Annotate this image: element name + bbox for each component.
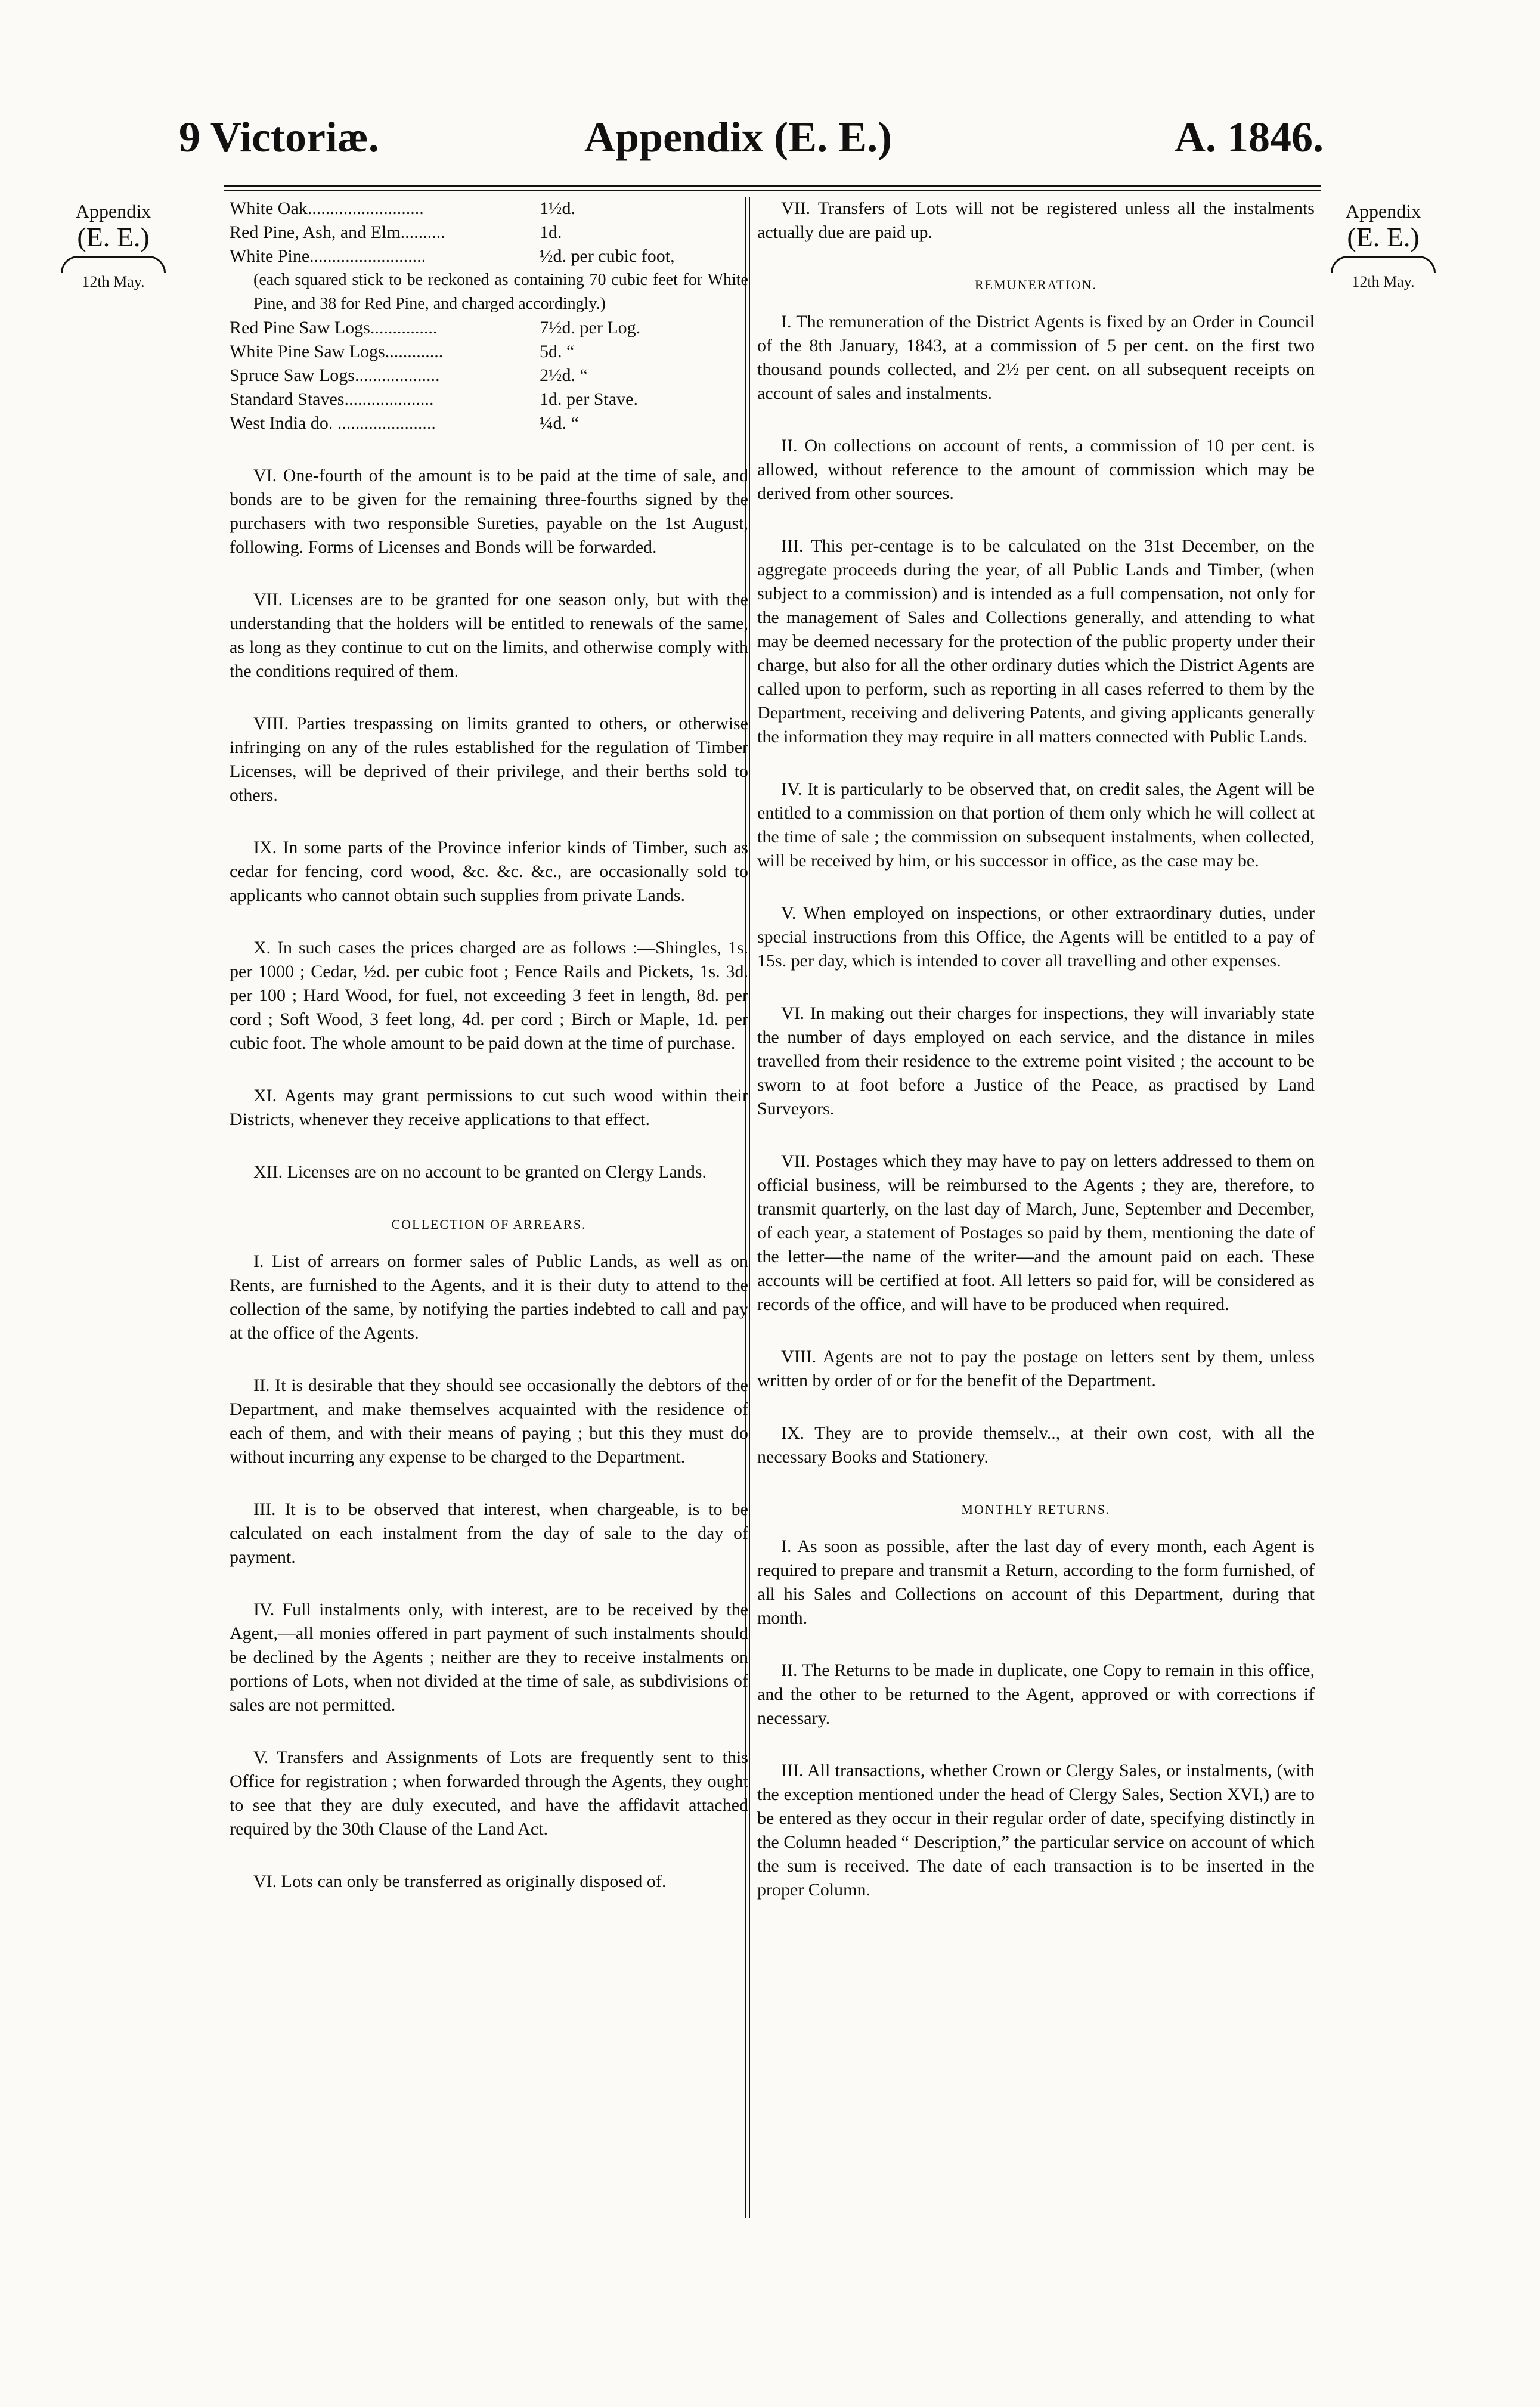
margin-label: Appendix xyxy=(1345,200,1421,222)
rate-item: Red Pine, Ash, and Elm.......... xyxy=(230,222,445,242)
paragraph: VIII. Agents are not to pay the postage on letters sent by them, unless written by order of or for the benefit of the Department. xyxy=(757,1347,1315,1390)
paragraph: IX. They are to provide themselv.., at their own cost, with all the necessary Books and Stationery. xyxy=(757,1423,1315,1467)
paragraph: II. It is desirable that they should see occasionally the debtors of the Department, and make themselves acquainted with the residence of each of them, and with their means of paying ; but this they must do without incurring any expense to be charged to the Department. xyxy=(230,1376,748,1467)
table-row xyxy=(230,268,748,316)
margin-brace xyxy=(61,256,166,273)
paragraph: III. This per-centage is to be calculated on the 31st December, on the aggregate proceeds during the year, of all Public Lands and Timber, (when subject to a commission) and is intended as a full compensation, not only for the management of Sales and Collections generally, and attending to what may be deemed necessary for the protection of the public property under their charge, but also for all the other ordinary duties which the District Agents are called upon to perform, such as reporting in all cases referred to them by the Department, receiving and delivering Patents, and giving applicants generally the information they may require in all matters connected with Public Lands. xyxy=(757,536,1315,746)
margin-date: 12th May. xyxy=(82,273,145,290)
paragraph: VI. Lots can only be transferred as originally disposed of. xyxy=(253,1872,667,1891)
paragraph: XII. Licenses are on no account to be granted on Clergy Lands. xyxy=(253,1162,707,1182)
timber-rates-table xyxy=(230,197,748,435)
paragraph: I. The remuneration of the District Agents is fixed by an Order in Council of the 8th January, 1843, at a commission of 5 per cent. on the first two thousand pounds collected, and 2½ per cent. on all subsequent receipts on account of sales and instalments. xyxy=(757,312,1315,403)
margin-note-right xyxy=(1324,200,1443,291)
timber-note: (each squared stick to be reckoned as containing 70 cubic feet for White Pine, and 38 for Red Pine, and charged accordingly.) xyxy=(253,271,748,313)
header-rule-bottom xyxy=(224,190,1321,191)
table-row xyxy=(230,244,748,268)
rate-item: White Oak.......................... xyxy=(230,199,424,218)
paragraph: VII. Licenses are to be granted for one season only, but with the understanding that the holders will be entitled to renewals of the same, as long as they continue to cut on the limits, and otherwise comply with the conditions required of them. xyxy=(230,590,748,681)
table-row xyxy=(230,340,748,364)
paragraph: V. Transfers and Assignments of Lots are frequently sent to this Office for registration ; when forwarded through the Agents, they ought to see that they are duly executed, and have the affidavit attached required by the 30th Clause of the Land Act. xyxy=(230,1748,748,1839)
table-row xyxy=(230,364,748,388)
rate-item: Red Pine Saw Logs............... xyxy=(230,318,438,337)
paragraph: VII. Postages which they may have to pay on letters addressed to them on official business, will be reimbursed to the Agents ; they are, therefore, to transmit quarterly, on the last day of March, June, September and December, of each year, a statement of Postages so paid by them, mentioning the date of the letter—the name of the writer—and the amount paid on each. These accounts will be certified at foot. All letters so paid for, will be considered as records of the office, and will have to be produced when required. xyxy=(757,1151,1315,1314)
margin-code: (E. E.) xyxy=(1347,222,1420,252)
rate-value: 1d. per Stave. xyxy=(540,389,638,409)
header-right: A. 1846. xyxy=(1175,113,1324,161)
rate-value: 2½d. “ xyxy=(540,365,588,385)
paragraph: IV. Full instalments only, with interest, are to be received by the Agent,—all monies offered in part payment of such instalments should be declined by the Agents ; neither are they to receive instalments on portions of Lots, when not divided at the time of sale, as subdivisions of sales are not permitted. xyxy=(230,1600,748,1715)
section-heading-remuneration: REMUNERATION. xyxy=(974,277,1098,292)
paragraph: II. On collections on account of rents, a commission of 10 per cent. is allowed, without reference to the amount of commission which may be derived from other sources. xyxy=(757,436,1315,503)
rate-item: White Pine Saw Logs............. xyxy=(230,342,444,361)
paragraph: IX. In some parts of the Province inferior kinds of Timber, such as cedar for fencing, cord wood, &c. &c. &c., are occasionally sold to applicants who cannot obtain such supplies from private Lands. xyxy=(230,838,748,905)
paragraph: III. It is to be observed that interest, when chargeable, is to be calculated on each instalment from the day of sale to the day of payment. xyxy=(230,1500,748,1567)
right-column xyxy=(757,197,1315,1931)
rate-value: 1d. xyxy=(540,222,562,242)
section-heading-monthly-returns: MONTHLY RETURNS. xyxy=(961,1502,1111,1517)
paragraph: VI. One-fourth of the amount is to be paid at the time of sale, and bonds are to be given for the remaining three-fourths signed by the purchasers with two responsible Sureties, payable on the 1st August, following. Forms of Licenses and Bonds will be forwarded. xyxy=(230,466,748,557)
rate-value: 1½d. xyxy=(540,199,575,218)
margin-label: Appendix xyxy=(75,200,151,222)
paragraph: VIII. Parties trespassing on limits granted to others, or otherwise infringing on any of the rules established for the regulation of Timber Licenses, will be deprived of their privilege, and their berths sold to others. xyxy=(230,714,748,805)
paragraph: X. In such cases the prices charged are as follows :—Shingles, 1s. per 1000 ; Cedar, ½d. per cubic foot ; Fence Rails and Pickets, 1s. 3d. per 100 ; Hard Wood, for fuel, not exceeding 3 feet in length, 8d. per cord ; Soft Wood, 3 feet long, 4d. per cord ; Birch or Maple, 1d. per cubic foot. The whole amount to be paid down at the time of purchase. xyxy=(230,938,748,1053)
margin-code: (E. E.) xyxy=(77,222,150,252)
paragraph: I. List of arrears on former sales of Public Lands, as well as on Rents, are furnished to the Agents, and it is their duty to attend to the collection of the same, by notifying the parties indebted to call and pay at the office of the Agents. xyxy=(230,1251,748,1343)
paragraph: III. All transactions, whether Crown or Clergy Sales, or instalments, (with the exception mentioned under the head of Clergy Sales, Section XVI,) are to be entered as they occur in their regular order of date, specifying distinctly in the Column headed “ Description,” the particular service on account of which the sum is received. The date of each transaction is to be inserted in the proper Column. xyxy=(757,1761,1315,1900)
table-row xyxy=(230,221,748,244)
rate-item: Standard Staves.................... xyxy=(230,389,434,409)
rate-item: White Pine.......................... xyxy=(230,246,426,266)
rate-value: 5d. “ xyxy=(540,342,575,361)
rate-value: 7½d. per Log. xyxy=(540,318,641,337)
page-header xyxy=(179,110,1324,164)
margin-note-left xyxy=(54,200,173,291)
rate-item: West India do. ...................... xyxy=(230,413,436,433)
paragraph: I. As soon as possible, after the last day of every month, each Agent is required to prepare and transmit a Return, according to the form furnished, of all his Sales and Collections on account of this Department, during that month. xyxy=(757,1536,1315,1628)
table-row xyxy=(230,197,748,221)
rate-item: Spruce Saw Logs................... xyxy=(230,365,440,385)
header-rule-top xyxy=(224,185,1321,187)
paragraph: XI. Agents may grant permissions to cut such wood within their Districts, whenever they receive applications to that effect. xyxy=(230,1086,748,1129)
table-row xyxy=(230,316,748,340)
paragraph: V. When employed on inspections, or other extraordinary duties, under special instructions from this Office, the Agents will be entitled to a pay of 15s. per day, which is intended to cover all travelling and other expenses. xyxy=(757,903,1315,971)
margin-date: 12th May. xyxy=(1352,273,1415,290)
header-center: Appendix (E. E.) xyxy=(584,113,893,161)
table-row xyxy=(230,388,748,411)
table-row xyxy=(230,411,748,435)
left-column xyxy=(230,197,748,1922)
rate-value: ½d. per cubic foot, xyxy=(540,246,675,266)
margin-brace xyxy=(1331,256,1436,273)
paragraph: IV. It is particularly to be observed that, on credit sales, the Agent will be entitled to a commission on that portion of them only which he will collect at the time of sale ; the commission on subsequent instalments, when collected, will be received by him, or his successor in office, as the case may be. xyxy=(757,779,1315,871)
section-heading-arrears: COLLECTION OF ARREARS. xyxy=(391,1217,587,1232)
header-left: 9 Victoriæ. xyxy=(179,113,379,161)
paragraph: II. The Returns to be made in duplicate, one Copy to remain in this office, and the other to be returned to the Agent, approved or with corrections if necessary. xyxy=(757,1661,1315,1728)
paragraph: VI. In making out their charges for inspections, they will invariably state the number of days employed on each service, and the distance in miles travelled from their residence to the extreme point visited ; the account to be sworn to at foot before a Justice of the Peace, as practised by Land Surveyors. xyxy=(757,1003,1315,1119)
paragraph: VII. Transfers of Lots will not be registered unless all the instalments actually due are paid up. xyxy=(757,199,1315,242)
rate-value: ¼d. “ xyxy=(540,413,579,433)
